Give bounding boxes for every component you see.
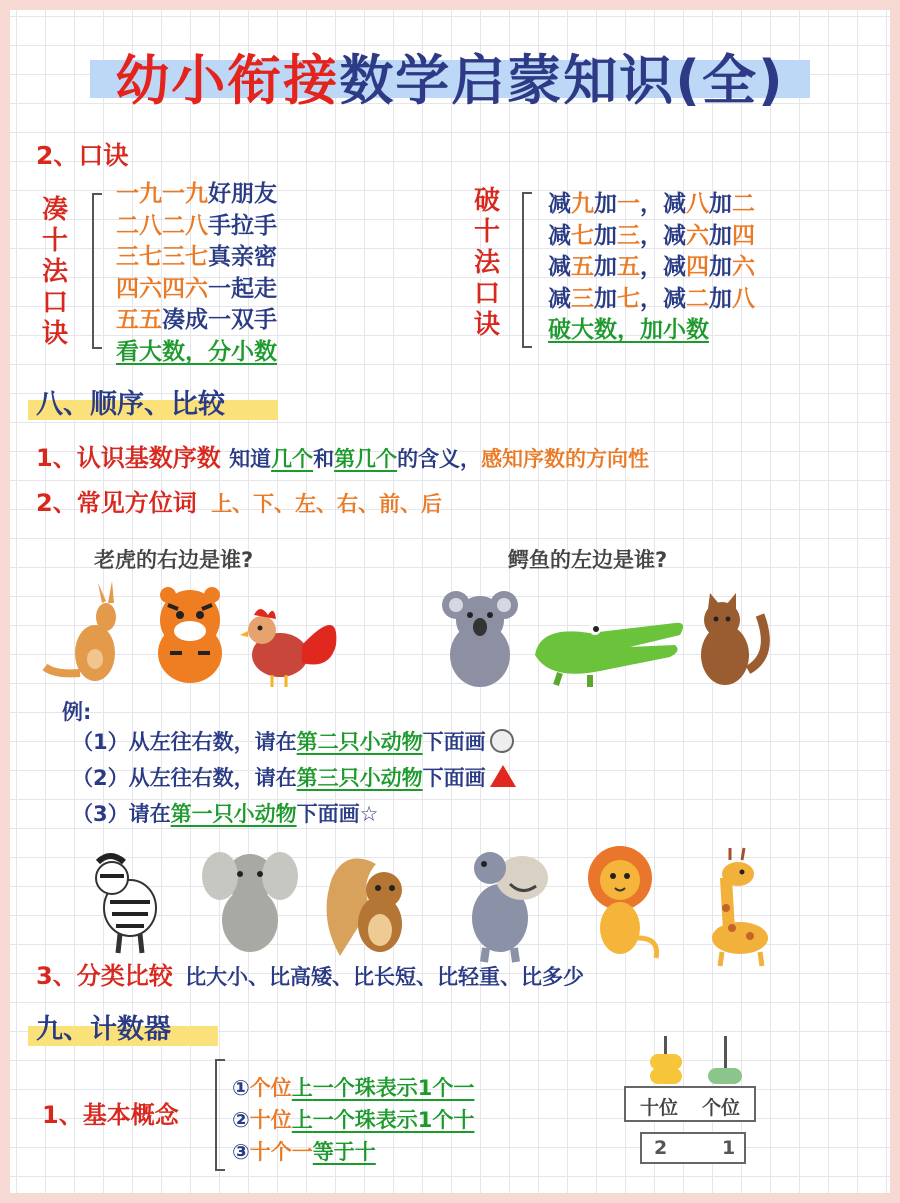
example-label: 例: [62,700,92,724]
tiger-icon [158,587,222,683]
left-rhymes: 一九一九好朋友 二八二八手拉手 三七三七真亲密 四六四六一起走 五五凑成一双手 看大数，分小数 [116,181,277,365]
koala-icon [442,591,518,687]
tens-digit: 2 [654,1137,668,1159]
concept-lines: ①个位上一个珠表示1个一 ②十位上一个珠表示1个十 ③十个一等于十 [232,1076,475,1164]
kouJue-header: 2、口诀 [36,141,129,170]
elephant-icon [202,852,298,952]
digit-box [640,1132,746,1164]
item2-row: 2、常见方位词 上、下、左、右、前、后 [36,489,443,517]
item3-row: 3、分类比较 比大小、比高矮、比长短、比轻重、比多少 [36,962,585,990]
section9-header: 九、计数器 [36,1014,171,1045]
animals-row-3 [70,838,790,968]
abacus [620,1036,770,1166]
crocodile-icon [535,623,683,687]
question-left: 老虎的右边是谁? [94,548,254,572]
ones-bead [708,1068,742,1084]
example-lines: （1）从左往右数，请在第二只小动物下面画 （2）从左往右数，请在第三只小动物下面画 （3）请在第一只小动物下面画☆ [72,724,516,832]
circle-shape-icon [490,729,514,753]
lion-icon [588,846,657,958]
worksheet [10,10,890,1193]
squirrel-icon [327,858,402,956]
ones-label: 个位 [702,1097,741,1119]
right-bracket [522,192,532,348]
animals-row-2 [430,585,780,695]
tens-label: 十位 [640,1097,679,1119]
section8-header: 八、顺序、比较 [36,389,225,420]
basic-concept-label: 1、基本概念 [42,1101,179,1129]
kangaroo-icon [45,581,116,681]
hippo-icon [472,852,548,962]
left-bracket [92,193,102,349]
page-title: 幼小衔接数学启蒙知识(全) [115,49,785,112]
item1-row: 1、认识基数序数 知道几个和第几个的含义，感知序数的方向性 [36,444,650,472]
triangle-shape-icon [490,765,516,787]
zebra-icon [96,856,156,953]
abacus-frame [624,1086,756,1122]
right-vertical-label: 破 十 法 口 诀 [473,186,500,340]
tens-bead-bottom [650,1068,682,1084]
ones-digit: 1 [722,1137,736,1159]
cat-icon [701,593,765,685]
left-vertical-label: 凑 十 法 口 诀 [41,195,68,349]
animals-row-1 [40,575,360,690]
rooster-icon [240,609,336,687]
giraffe-icon [712,848,768,966]
concept-bracket [215,1059,225,1171]
question-right: 鳄鱼的左边是谁? [508,548,668,572]
right-rhymes: 减九加一，减八加二 减七加三，减六加四 减五加五，减四加六 减三加七，减二加八 破大数，加小数 [548,191,755,343]
